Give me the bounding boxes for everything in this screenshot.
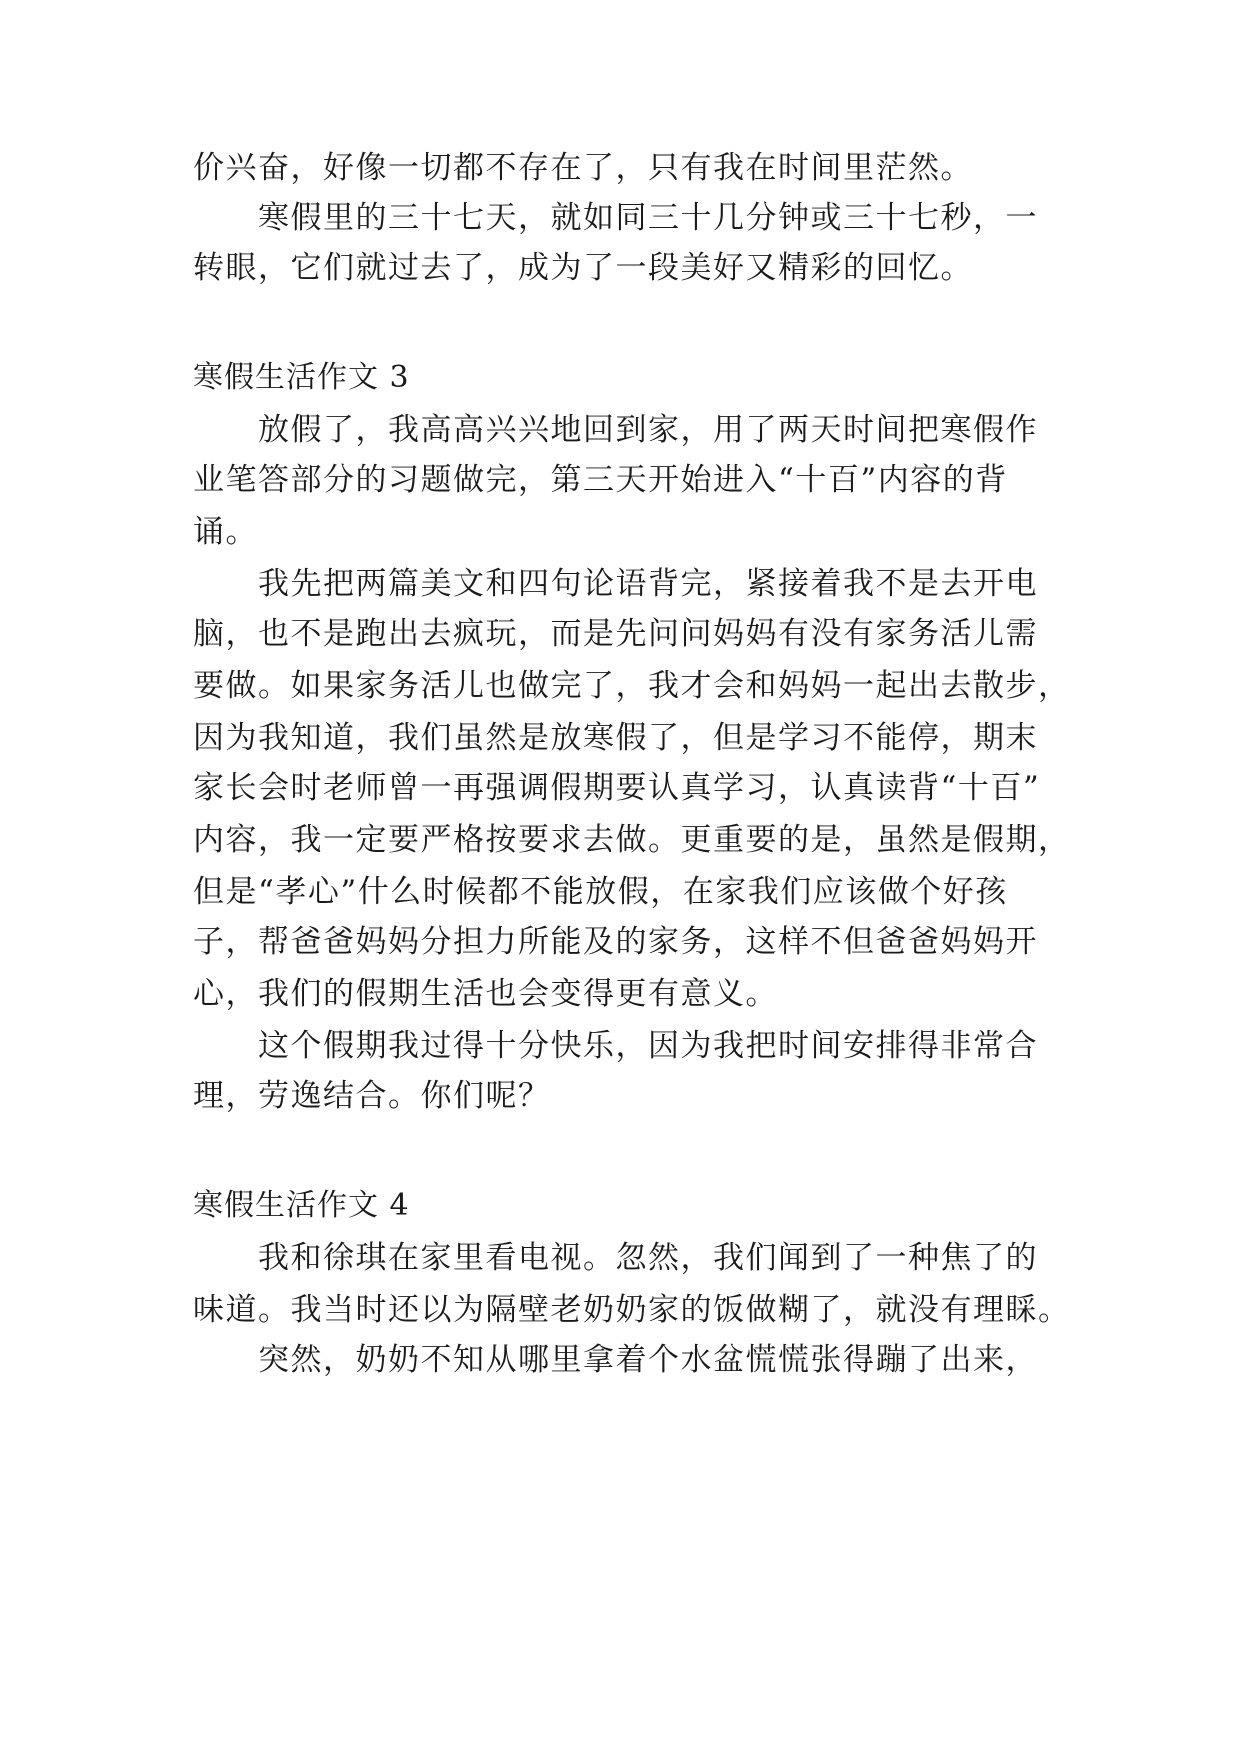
text-line: 放假了，我高高兴兴地回到家，用了两天时间把寒假作 — [258, 412, 1038, 448]
section-heading: 寒假生活作文 4 — [193, 1188, 410, 1223]
text-line: 因为我知道，我们虽然是放寒假了，但是学习不能停，期末 — [193, 720, 1038, 756]
text-line: 心，我们的假期生活也会变得更有意义。 — [193, 976, 778, 1012]
text-line: 这个假期我过得十分快乐，因为我把时间安排得非常合 — [258, 1028, 1038, 1064]
text-line: 内容，我一定要严格按要求去做。更重要的是，虽然是假期， — [193, 822, 1071, 858]
text-line: 我先把两篇美文和四句论语背完，紧接着我不是去开电 — [258, 566, 1038, 602]
text-line: 要做。如果家务活儿也做完了，我才会和妈妈一起出去散步， — [193, 668, 1071, 704]
section-heading: 寒假生活作文 3 — [193, 360, 410, 395]
text-line: 价兴奋，好像一切都不存在了，只有我在时间里茫然。 — [193, 150, 973, 186]
text-line: 子，帮爸爸妈妈分担力所能及的家务，这样不但爸爸妈妈开 — [193, 924, 1038, 960]
text-line: 诵。 — [193, 514, 258, 550]
text-line: 脑，也不是跑出去疯玩，而是先问问妈妈有没有家务活儿需 — [193, 616, 1038, 652]
text-line: 家长会时老师曾一再强调假期要认真学习，认真读背“十百” — [193, 770, 1041, 806]
text-line: 味道。我当时还以为隔壁老奶奶家的饭做糊了，就没有理睬。 — [193, 1292, 1071, 1328]
text-line: 转眼，它们就过去了，成为了一段美好又精彩的回忆。 — [193, 250, 973, 286]
text-line: 但是“孝心”什么时候都不能放假，在家我们应该做个好孩 — [193, 874, 1008, 910]
text-line: 我和徐琪在家里看电视。忽然，我们闻到了一种焦了的 — [258, 1240, 1038, 1276]
text-line: 业笔答部分的习题做完，第三天开始进入“十百”内容的背 — [193, 462, 1008, 498]
text-line: 突然，奶奶不知从哪里拿着个水盆慌慌张得蹦了出来， — [258, 1342, 1038, 1378]
text-line: 理，劳逸结合。你们呢？ — [193, 1078, 551, 1114]
text-line: 寒假里的三十七天，就如同三十几分钟或三十七秒，一 — [258, 200, 1038, 236]
